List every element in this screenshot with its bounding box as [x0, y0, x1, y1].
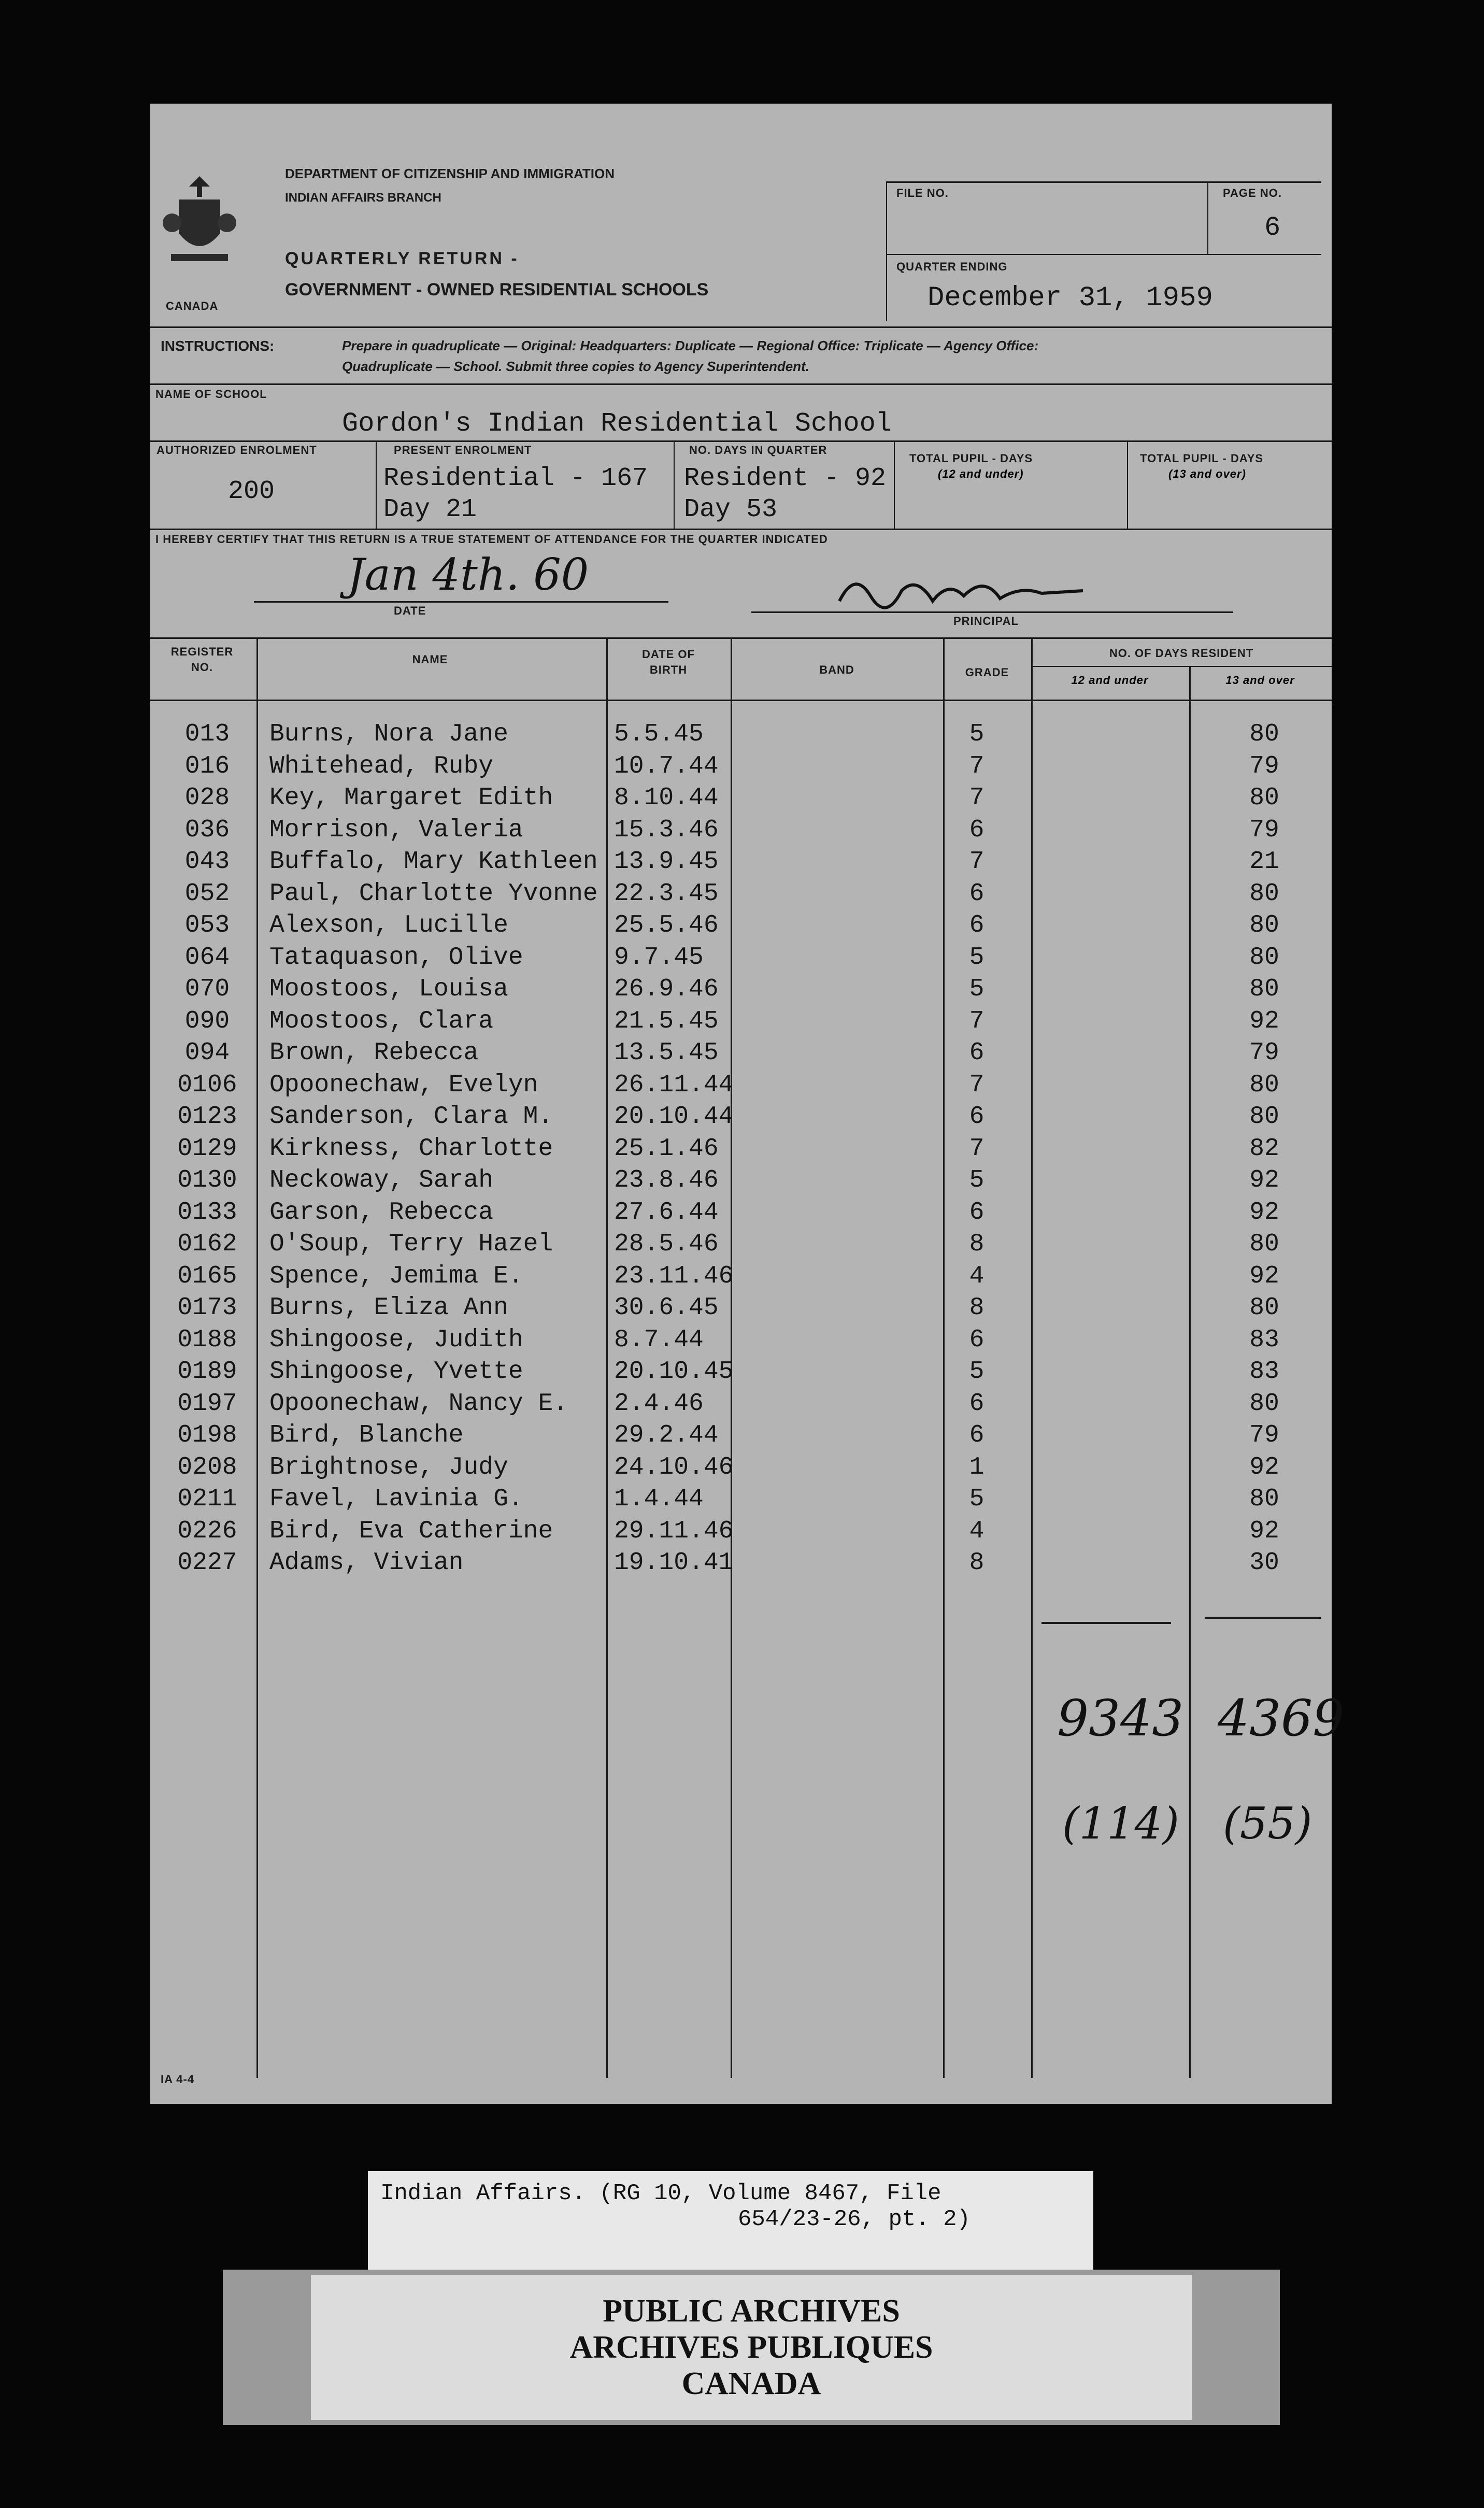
register-no: 0211	[177, 1485, 237, 1513]
archives-line-2: ARCHIVES PUBLIQUES	[569, 2330, 933, 2365]
table-row	[150, 1549, 1332, 1580]
archives-stamp	[223, 2270, 1280, 2425]
present-enrolment-day: Day 21	[383, 495, 477, 524]
student-name: Moostoos, Louisa	[269, 975, 508, 1003]
table-row	[150, 944, 1332, 975]
student-name: O'Soup, Terry Hazel	[269, 1230, 553, 1258]
date-of-birth: 2.4.46	[614, 1389, 704, 1418]
register-no: 0129	[177, 1134, 237, 1163]
days-over-13: 80	[1249, 1103, 1279, 1131]
grade: 6	[969, 1326, 984, 1354]
days-over-13: 92	[1249, 1166, 1279, 1194]
days-over-13: 80	[1249, 1230, 1279, 1258]
grade: 4	[969, 1262, 984, 1290]
register-no: 0208	[177, 1453, 237, 1481]
days-over-13: 79	[1249, 1039, 1279, 1067]
instructions-label: INSTRUCTIONS:	[161, 338, 275, 354]
register-no: 0106	[177, 1071, 237, 1099]
grade: 5	[969, 1485, 984, 1513]
register-no: 053	[184, 911, 230, 939]
present-enrolment-label: PRESENT ENROLMENT	[394, 444, 532, 457]
days-over-13: 80	[1249, 784, 1279, 812]
grade: 5	[969, 720, 984, 748]
student-name: Garson, Rebecca	[269, 1198, 494, 1227]
grade: 6	[969, 1389, 984, 1418]
table-row	[150, 1007, 1332, 1038]
grade: 8	[969, 1549, 984, 1577]
register-no: 0123	[177, 1103, 237, 1131]
total-days-13-label: TOTAL PUPIL - DAYS	[1140, 452, 1264, 465]
reference-line-1: Indian Affairs. (RG 10, Volume 8467, File	[380, 2181, 941, 2206]
table-row	[150, 1326, 1332, 1357]
grade: 7	[969, 848, 984, 876]
grade: 5	[969, 943, 984, 972]
table-row	[150, 1517, 1332, 1548]
table-row	[150, 975, 1332, 1006]
date-of-birth: 24.10.46	[614, 1453, 734, 1481]
student-name: Brown, Rebecca	[269, 1039, 479, 1067]
principal-signature	[824, 565, 1093, 617]
table-row	[150, 1135, 1332, 1166]
student-name: Moostoos, Clara	[269, 1007, 494, 1035]
table-row	[150, 752, 1332, 783]
date-of-birth: 20.10.45	[614, 1358, 734, 1386]
grade: 6	[969, 816, 984, 844]
school-name: Gordon's Indian Residential School	[342, 408, 892, 439]
table-row	[150, 1390, 1332, 1421]
table-row	[150, 1294, 1332, 1325]
register-no: 028	[184, 784, 230, 812]
register-no: 0173	[177, 1294, 237, 1322]
days-over-13: 92	[1249, 1007, 1279, 1035]
grade: 6	[969, 1198, 984, 1227]
quarter-ending-label: QUARTER ENDING	[896, 260, 1008, 273]
student-name: Burns, Nora Jane	[269, 720, 508, 748]
date-of-birth: 8.10.44	[614, 784, 719, 812]
grade: 5	[969, 1166, 984, 1194]
table-row	[150, 1358, 1332, 1389]
register-no: 0133	[177, 1198, 237, 1227]
form-title-1: QUARTERLY RETURN -	[285, 249, 519, 268]
date-of-birth: 23.11.46	[614, 1262, 734, 1290]
days-over-13: 82	[1249, 1134, 1279, 1163]
register-no: 016	[184, 752, 230, 780]
grade-header: GRADE	[965, 666, 1009, 679]
student-name: Burns, Eliza Ann	[269, 1294, 508, 1322]
total-days-12-sublabel: (12 and under)	[938, 467, 1024, 480]
dob-header-2: BIRTH	[649, 663, 688, 676]
student-name: Tataquason, Olive	[269, 943, 523, 972]
band-header: BAND	[819, 663, 854, 676]
grade: 1	[969, 1453, 984, 1481]
certification-statement: I HEREBY CERTIFY THAT THIS RETURN IS A TRUE STATEMENT OF ATTENDANCE FOR THE QUARTER INDICATED	[155, 533, 828, 546]
quarter-ending-value: December 31, 1959	[928, 282, 1213, 314]
date-of-birth: 20.10.44	[614, 1103, 734, 1131]
student-name: Kirkness, Charlotte	[269, 1134, 553, 1163]
register-no: 043	[184, 848, 230, 876]
register-no: 0165	[177, 1262, 237, 1290]
date-of-birth: 15.3.46	[614, 816, 719, 844]
register-no: 013	[184, 720, 230, 748]
reference-line-2: 654/23-26, pt. 2)	[738, 2206, 971, 2232]
page-number: 6	[1264, 212, 1281, 243]
table-row	[150, 1454, 1332, 1485]
quarterly-return-form	[150, 104, 1345, 2104]
student-name: Opoonechaw, Nancy E.	[269, 1389, 568, 1418]
days-over-13: 80	[1249, 879, 1279, 908]
archives-stamp-label	[311, 2275, 1192, 2420]
student-name: Whitehead, Ruby	[269, 752, 494, 780]
archive-reference-card	[368, 2171, 1093, 2270]
register-no: 036	[184, 816, 230, 844]
register-no: 094	[184, 1039, 230, 1067]
date-of-birth: 28.5.46	[614, 1230, 719, 1258]
table-row	[150, 1039, 1332, 1070]
grade: 7	[969, 1134, 984, 1163]
grade: 6	[969, 879, 984, 908]
register-header-1: REGISTER	[170, 645, 234, 658]
form-code: IA 4-4	[161, 2073, 195, 2086]
present-enrolment-residential: Residential - 167	[383, 464, 648, 493]
student-name: Paul, Charlotte Yvonne	[269, 879, 598, 908]
over-13-header: 13 and over	[1225, 674, 1295, 687]
table-row	[150, 720, 1332, 751]
register-no: 0198	[177, 1421, 237, 1449]
days-over-13: 80	[1249, 1071, 1279, 1099]
total-days-12-label: TOTAL PUPIL - DAYS	[909, 452, 1033, 465]
days-over-13: 80	[1249, 911, 1279, 939]
date-of-birth: 30.6.45	[614, 1294, 719, 1322]
days-resident: Resident - 92	[684, 464, 887, 493]
date-of-birth: 8.7.44	[614, 1326, 704, 1354]
grade: 7	[969, 1071, 984, 1099]
department-name: DEPARTMENT OF CITIZENSHIP AND IMMIGRATION	[285, 166, 615, 181]
date-of-birth: 19.10.41	[614, 1549, 734, 1577]
date-of-birth: 22.3.45	[614, 879, 719, 908]
date-of-birth: 13.9.45	[614, 848, 719, 876]
student-name: Alexson, Lucille	[269, 911, 508, 939]
student-name: Buffalo, Mary Kathleen	[269, 848, 598, 876]
days-over-13: 80	[1249, 975, 1279, 1003]
grade: 6	[969, 911, 984, 939]
register-no: 0226	[177, 1517, 237, 1545]
register-no: 0197	[177, 1389, 237, 1418]
student-name: Shingoose, Judith	[269, 1326, 523, 1354]
register-no: 052	[184, 879, 230, 908]
days-over-13: 30	[1249, 1549, 1279, 1577]
days-over-13: 92	[1249, 1198, 1279, 1227]
days-in-quarter-label: NO. DAYS IN QUARTER	[689, 444, 827, 457]
date-of-birth: 25.1.46	[614, 1134, 719, 1163]
grade: 8	[969, 1294, 984, 1322]
date-of-birth: 13.5.45	[614, 1039, 719, 1067]
student-name: Key, Margaret Edith	[269, 784, 553, 812]
grade: 6	[969, 1421, 984, 1449]
date-of-birth: 10.7.44	[614, 752, 719, 780]
table-row	[150, 848, 1332, 879]
total-days-13-sublabel: (13 and over)	[1168, 467, 1246, 480]
student-name: Bird, Blanche	[269, 1421, 464, 1449]
days-over-13: 80	[1249, 1389, 1279, 1418]
country-label: CANADA	[166, 300, 219, 312]
days-over-13: 80	[1249, 943, 1279, 972]
grade: 4	[969, 1517, 984, 1545]
register-no: 090	[184, 1007, 230, 1035]
days-over-13: 21	[1249, 848, 1279, 876]
table-row	[150, 1199, 1332, 1230]
register-header-2: NO.	[191, 661, 213, 674]
instructions-text-1: Prepare in quadruplicate — Original: Headquarters: Duplicate — Regional Office: Triplicate — Agency Office:	[342, 338, 1039, 353]
register-no: 070	[184, 975, 230, 1003]
table-row	[150, 1262, 1332, 1293]
table-row	[150, 1071, 1332, 1102]
days-over-13: 83	[1249, 1326, 1279, 1354]
under-12-header: 12 and under	[1071, 674, 1149, 687]
form-title-2: GOVERNMENT - OWNED RESIDENTIAL SCHOOLS	[285, 280, 709, 300]
branch-name: INDIAN AFFAIRS BRANCH	[285, 191, 441, 205]
dob-header-1: DATE OF	[642, 648, 695, 661]
date-label: DATE	[394, 604, 426, 617]
grade: 6	[969, 1103, 984, 1131]
table-row	[150, 880, 1332, 911]
date-of-birth: 27.6.44	[614, 1198, 719, 1227]
table-row	[150, 1103, 1332, 1134]
average-over-13: (55)	[1223, 1798, 1312, 1849]
date-of-birth: 29.11.46	[614, 1517, 734, 1545]
total-days-over-13: 4369	[1218, 1689, 1345, 1747]
grade: 6	[969, 1039, 984, 1067]
average-under-12: (114)	[1062, 1798, 1179, 1849]
student-name: Opoonechaw, Evelyn	[269, 1071, 538, 1099]
student-name: Brightnose, Judy	[269, 1453, 508, 1481]
authorized-enrolment-label: AUTHORIZED ENROLMENT	[156, 444, 317, 457]
date-of-birth: 9.7.45	[614, 943, 704, 972]
certification-date: Jan 4th. 60	[347, 549, 589, 600]
date-of-birth: 23.8.46	[614, 1166, 719, 1194]
total-days-under-12: 9343	[1057, 1689, 1184, 1747]
date-of-birth: 21.5.45	[614, 1007, 719, 1035]
student-name: Favel, Lavinia G.	[269, 1485, 523, 1513]
days-over-13: 80	[1249, 1294, 1279, 1322]
page-no-label: PAGE NO.	[1223, 187, 1282, 200]
register-no: 0189	[177, 1358, 237, 1386]
grade: 5	[969, 1358, 984, 1386]
table-row	[150, 816, 1332, 847]
register-no: 064	[184, 943, 230, 972]
grade: 5	[969, 975, 984, 1003]
coat-of-arms-icon	[161, 171, 238, 269]
days-over-13: 79	[1249, 816, 1279, 844]
archives-line-3: CANADA	[681, 2366, 821, 2401]
table-row	[150, 1421, 1332, 1452]
archives-line-1: PUBLIC ARCHIVES	[603, 2293, 900, 2329]
date-of-birth: 29.2.44	[614, 1421, 719, 1449]
days-over-13: 79	[1249, 1421, 1279, 1449]
days-over-13: 92	[1249, 1453, 1279, 1481]
table-row	[150, 1166, 1332, 1198]
days-over-13: 80	[1249, 1485, 1279, 1513]
authorized-enrolment: 200	[228, 477, 275, 506]
student-name: Neckoway, Sarah	[269, 1166, 494, 1194]
grade: 7	[969, 1007, 984, 1035]
days-over-13: 92	[1249, 1517, 1279, 1545]
grade: 8	[969, 1230, 984, 1258]
student-name: Morrison, Valeria	[269, 816, 523, 844]
date-of-birth: 25.5.46	[614, 911, 719, 939]
date-of-birth: 26.9.46	[614, 975, 719, 1003]
student-name: Bird, Eva Catherine	[269, 1517, 553, 1545]
name-header: NAME	[412, 653, 448, 666]
date-of-birth: 1.4.44	[614, 1485, 704, 1513]
table-row	[150, 784, 1332, 815]
days-over-13: 79	[1249, 752, 1279, 780]
table-row	[150, 911, 1332, 943]
grade: 7	[969, 752, 984, 780]
table-row	[150, 1485, 1332, 1516]
register-no: 0162	[177, 1230, 237, 1258]
days-day: Day 53	[684, 495, 778, 524]
date-of-birth: 26.11.44	[614, 1071, 734, 1099]
days-over-13: 92	[1249, 1262, 1279, 1290]
days-resident-header: NO. OF DAYS RESIDENT	[1109, 647, 1254, 660]
register-no: 0130	[177, 1166, 237, 1194]
instructions-text-2: Quadruplicate — School. Submit three copies to Agency Superintendent.	[342, 359, 809, 374]
principal-label: PRINCIPAL	[953, 615, 1019, 628]
file-no-label: FILE NO.	[896, 187, 949, 200]
student-name: Shingoose, Yvette	[269, 1358, 523, 1386]
table-row	[150, 1230, 1332, 1261]
student-name: Spence, Jemima E.	[269, 1262, 523, 1290]
grade: 7	[969, 784, 984, 812]
days-over-13: 83	[1249, 1358, 1279, 1386]
date-of-birth: 5.5.45	[614, 720, 704, 748]
register-no: 0188	[177, 1326, 237, 1354]
school-name-label: NAME OF SCHOOL	[155, 388, 267, 401]
register-no: 0227	[177, 1549, 237, 1577]
student-name: Adams, Vivian	[269, 1549, 464, 1577]
student-name: Sanderson, Clara M.	[269, 1103, 553, 1131]
days-over-13: 80	[1249, 720, 1279, 748]
